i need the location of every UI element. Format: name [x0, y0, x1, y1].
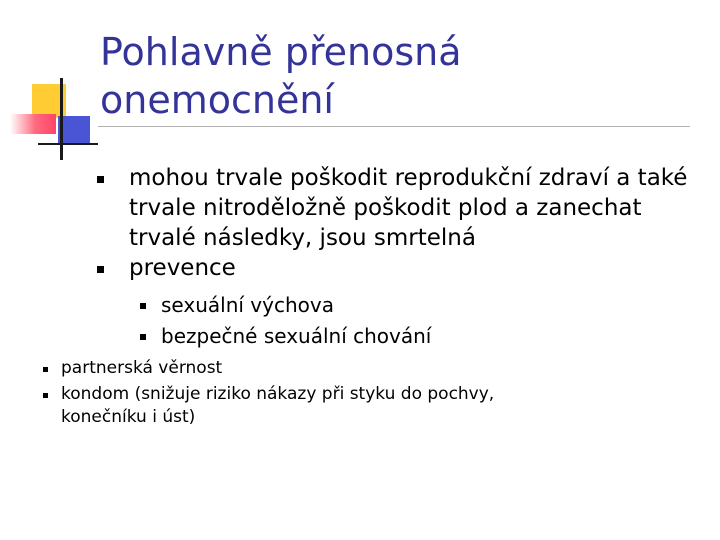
- sub-bullet-list: [61, 290, 689, 429]
- slide-content: [0, 163, 720, 429]
- sub-sub-bullet-item: [0, 383, 531, 429]
- bullet-item: [0, 253, 689, 429]
- sub-bullet-item: [0, 290, 671, 321]
- sub-sub-bullet-text: kondom (snižuje riziko nákazy při styku do pochvy, konečníku i úst): [61, 384, 495, 427]
- sub-sub-bullet-item: [0, 357, 531, 380]
- title-underline: [98, 126, 690, 127]
- slide-title: Pohlavně přenosná onemocnění: [100, 30, 462, 122]
- sub-bullet-text: bezpečné sexuální chování: [161, 324, 432, 348]
- sub-bullet-text: sexuální výchova: [161, 293, 334, 317]
- square-bullet-icon: [140, 334, 146, 340]
- bullet-text: mohou trvale poškodit reprodukční zdraví a také trvale nitroděložně poškodit plod a zanechat trvalé následky, jsou smrtelná: [129, 165, 688, 251]
- bullet-list: [0, 163, 720, 429]
- square-bullet-icon: [97, 176, 104, 183]
- square-bullet-icon: [140, 303, 146, 309]
- decor-horizontal-line-short: [38, 143, 98, 145]
- sub-sub-bullet-list: [0, 357, 671, 429]
- square-bullet-icon: [43, 367, 48, 372]
- bullet-item: [0, 163, 689, 253]
- decor-vertical-line: [60, 78, 63, 160]
- square-bullet-icon: [43, 393, 48, 398]
- decor-red-bar: [10, 114, 56, 134]
- bullet-text: prevence: [129, 255, 236, 281]
- sub-bullet-item: [0, 321, 671, 429]
- square-bullet-icon: [97, 266, 104, 273]
- sub-sub-bullet-text: partnerská věrnost: [61, 358, 223, 378]
